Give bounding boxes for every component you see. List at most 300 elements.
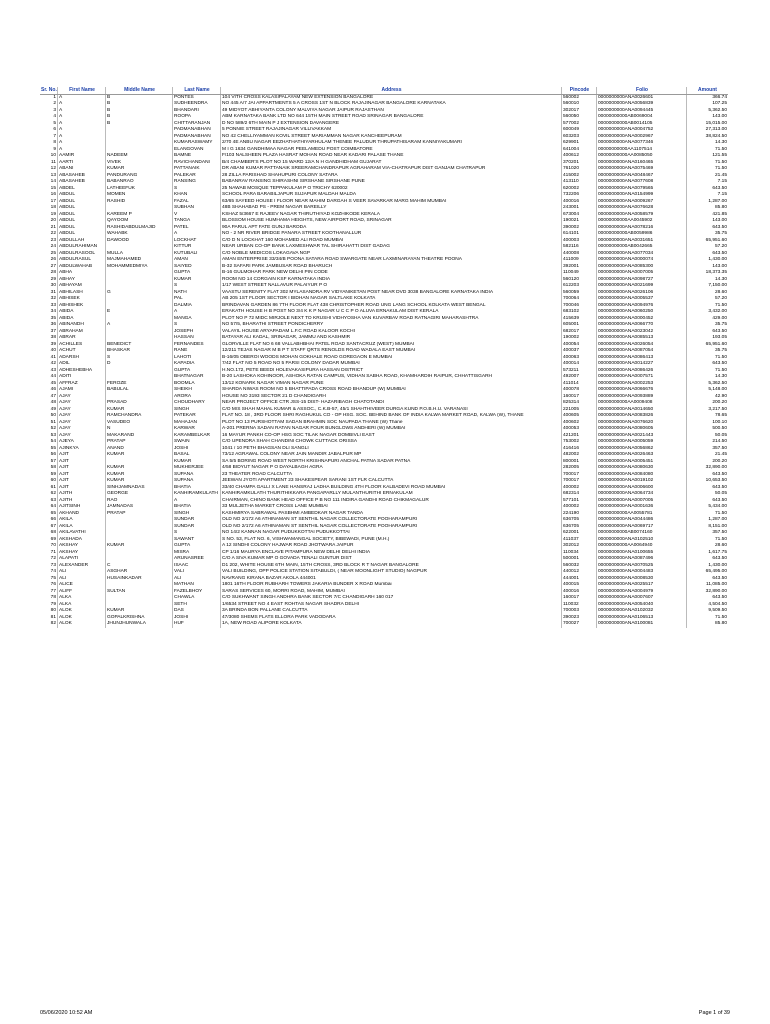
cell-middle-name: KUMAR — [105, 166, 172, 173]
cell-amount: 5,362.50 — [686, 108, 728, 115]
cell-amount: 27,313.00 — [686, 127, 728, 134]
cell-middle-name: C — [105, 563, 172, 570]
cell-first-name: ADITI — [57, 374, 105, 381]
cell-folio: 00000000000AA0045902 — [596, 218, 686, 225]
cell-last-name: BHATNAGAR — [172, 374, 220, 381]
cell-address: D NO 589/2 6TH MAIN P J EXTENSION DAVANGERE — [220, 121, 561, 128]
cell-pincode: 370201 — [561, 160, 596, 167]
table-body — [40, 95, 728, 628]
cell-middle-name: SULTAN — [105, 589, 172, 596]
cell-last-name: PADMANABHAN — [172, 127, 220, 134]
cell-sr-no: 13 — [50, 172, 56, 178]
cell-folio: 0000000000ANA0066676 — [596, 387, 686, 394]
cell-last-name: CHOUDHARY — [172, 400, 220, 407]
cell-middle-name: GEORGE — [105, 491, 172, 498]
cell-amount: 35.75 — [686, 322, 728, 329]
cell-folio: 0000000000ANA0023042 — [596, 329, 686, 336]
cell-address: C/O D N LOCKHAT 160 MOHAMED ALI ROAD MUMBAI — [220, 238, 561, 245]
cell-sr-no: 41 — [50, 354, 56, 360]
cell-address: C/O SUKHWANT SINGH ANDHRA BANK SECTOR 7/C CHANDIGARH 160 017 — [220, 595, 561, 602]
cell-first-name: ALOK — [57, 621, 105, 628]
cell-folio: 00000000000AA0085050 — [596, 153, 686, 160]
cell-folio: 0000000000ANA0102032 — [596, 608, 686, 615]
cell-pincode: 560002 — [561, 95, 596, 102]
cell-folio: 0000000000ANA0007607 — [596, 595, 686, 602]
cell-middle-name: BENEDICT — [105, 342, 172, 349]
cell-sr-no: 10 — [50, 153, 56, 158]
cell-amount: 50.05 — [686, 491, 728, 498]
cell-first-name: AJAY — [57, 400, 105, 407]
cell-middle-name: KUMAR — [105, 478, 172, 485]
cell-middle-name: WAHABK — [105, 231, 172, 238]
cell-middle-name: KUMAR — [105, 543, 172, 550]
cell-folio: 0000000000ANA0002967 — [596, 134, 686, 141]
cell-folio: 00000000000AA0064940 — [596, 543, 686, 550]
cell-address: KASHMIRYA SABRAWAL PASBHMI AMBEDKAR NAGAR TANDA — [220, 511, 561, 518]
cell-amount: 193.05 — [686, 335, 728, 342]
cell-amount: 50.05 — [686, 433, 728, 440]
cell-sr-no: 48 — [50, 400, 56, 405]
cell-first-name: AKSHAY — [57, 550, 105, 557]
cell-folio: 0000000000ANA0079565 — [596, 186, 686, 193]
cell-pincode: 700017 — [561, 472, 596, 479]
cell-first-name: AJINKYA — [57, 446, 105, 453]
cell-folio: 0000000000ANA0094445 — [596, 108, 686, 115]
cell-address: SARAS SERVICES 60, MORRI ROAD, MAHIM, MUMBAI — [220, 589, 561, 596]
cell-amount: 7,150.00 — [686, 283, 728, 290]
cell-first-name: A — [57, 121, 105, 128]
cell-folio: 0000000000ANA0048467 — [596, 173, 686, 180]
cell-pincode: 700046 — [561, 303, 596, 310]
cell-last-name: KHAN — [172, 192, 220, 199]
cell-folio: 0000000000ANA0026054 — [596, 342, 686, 349]
cell-first-name: ABINANDH — [57, 322, 105, 329]
cell-first-name: A — [57, 95, 105, 102]
cell-amount: 500.50 — [686, 426, 728, 433]
table-header — [40, 87, 728, 95]
cell-first-name: AJITSINH — [57, 504, 105, 511]
cell-last-name: CHITTARANJAN — [172, 121, 220, 128]
cell-last-name: NATH — [172, 290, 220, 297]
cell-sr-no: 18 — [50, 205, 56, 210]
cell-sr-no: 78 — [50, 595, 56, 600]
cell-last-name: LAHOTI — [172, 355, 220, 362]
cell-address: 7/42 FLAT NO 5 ROAD NO 5 PARSI COLONY DADAR MUMBAI — [220, 361, 561, 368]
cell-middle-name: VIVEK — [105, 160, 172, 167]
cell-middle-name: BABANRAO — [105, 179, 172, 186]
cell-sr-no: 55 — [50, 445, 56, 451]
cell-pincode: 440012 — [561, 569, 596, 576]
cell-folio: 0000000000ANA0077346 — [596, 140, 686, 147]
cell-sr-no: 11 — [51, 159, 56, 165]
cell-amount: 643.50 — [686, 251, 728, 258]
cell-middle-name: KUMAR — [105, 407, 172, 414]
cell-sr-no: 61 — [50, 484, 56, 490]
cell-amount: 71.50 — [686, 147, 728, 154]
cell-sr-no: 47 — [50, 393, 56, 399]
cell-amount: 65,951.60 — [686, 238, 728, 245]
cell-pincode: 612203 — [561, 283, 596, 290]
cell-middle-name: BABULAL — [105, 387, 172, 394]
cell-folio: 0000000000ANA0100655 — [596, 550, 686, 557]
cell-last-name: PATTANAIK — [172, 166, 220, 173]
header-first-name: First Name — [57, 87, 105, 94]
cell-last-name: KUTUBALI — [172, 251, 220, 258]
header-sr-no: Sr. No. — [41, 87, 57, 93]
cell-first-name: A — [57, 134, 105, 141]
cell-first-name: ACHILLES — [57, 342, 105, 349]
cell-last-name: BHATIA — [172, 485, 220, 492]
cell-address: 49 MIDYOT ABHIYANTA COLONY MALVIYA NAGAR JAIPUR RAJASTHAN — [220, 108, 561, 115]
cell-pincode: 302012 — [561, 543, 596, 550]
cell-folio: 0000000000ANA0075469 — [596, 166, 686, 173]
cell-pincode: 190021 — [561, 218, 596, 225]
cell-sr-no: 49 — [50, 406, 56, 412]
cell-folio: 0000000000ANA0087054 — [596, 348, 686, 355]
cell-pincode: 577002 — [561, 121, 596, 128]
cell-folio: 0000000000ANA0005059 — [596, 439, 686, 446]
cell-first-name: AJAY — [57, 407, 105, 414]
cell-last-name: SUNDAR — [172, 524, 220, 531]
cell-first-name: ABDULRASOOL — [57, 251, 105, 258]
cell-amount: 357.50 — [686, 530, 728, 537]
cell-last-name: A — [172, 309, 220, 316]
cell-first-name: ABDUL — [57, 212, 105, 219]
cell-address: B-20 LASHOKA KOHINOOR, ASHOKA RATAN CAMPUS, VIDHAN SABHA ROAD, KHAMHARDIH RAIPUR, CHHATTISGARH — [220, 374, 561, 381]
cell-last-name: SUNDAR — [172, 517, 220, 524]
cell-amount: 71.50 — [686, 303, 728, 310]
cell-pincode: 622001 — [561, 530, 596, 537]
cell-address: ABM KARNATAKA BANK LTD NO 644 15TH MAIN STREET ROAD SRINAGAR BANGALORE — [220, 114, 561, 121]
cell-last-name: BAMNE — [172, 153, 220, 160]
cell-folio: 0000000000ANA0102510 — [596, 537, 686, 544]
cell-first-name: AKILA — [57, 524, 105, 531]
cell-last-name: AMAN — [172, 257, 220, 264]
cell-sr-no: 38 — [50, 335, 56, 340]
cell-pincode: 400016 — [561, 199, 596, 206]
cell-pincode: 400078 — [561, 387, 596, 394]
cell-last-name: PATEL — [172, 225, 220, 232]
cell-last-name: DAS — [172, 608, 220, 615]
shareholder-table — [40, 87, 728, 628]
cell-first-name: AJIT — [57, 465, 105, 472]
cell-last-name: SETH — [172, 602, 220, 609]
cell-address: 5 PONNIE STREET RAJAJINAGAR VILLIVAKKAM — [220, 127, 561, 134]
cell-sr-no: 80 — [50, 608, 56, 613]
cell-sr-no: 19 — [50, 211, 56, 217]
cell-folio: 00000000000AA0055781 — [596, 511, 686, 518]
cell-address: HOUSE NO 3193 SECTOR 21 D CHANDIGARH — [220, 394, 561, 401]
cell-sr-no: 50 — [50, 413, 56, 418]
cell-amount: 121.55 — [686, 153, 728, 160]
cell-middle-name: JHUNJHUNWALA — [105, 621, 172, 628]
cell-middle-name: KUMAR — [105, 452, 172, 459]
cell-address: VAASTU SERENITY FLAT 302 MYLASANDRA RV VIDYANIKETAN POST NEAR DVD 3038 BANGALORE KARNATAKA INDIA — [220, 290, 561, 297]
cell-address: S NO. 53, FLAT NO. 6, VISHWAMANGAL SOCIETY, BIBEWADI, PUNE (M.H.) — [220, 537, 561, 544]
cell-first-name: ALICE — [57, 582, 105, 589]
cell-last-name: GUPTA — [172, 543, 220, 550]
cell-first-name: ACHUT — [57, 348, 105, 355]
cell-middle-name: KAREEM P — [105, 212, 172, 219]
cell-folio: 0000000000ANA0085513 — [596, 335, 686, 342]
cell-amount: 35.75 — [686, 231, 728, 238]
cell-pincode: 302017 — [561, 108, 596, 115]
cell-sr-no: 5 — [53, 120, 56, 126]
cell-last-name: JOSHI — [172, 446, 220, 453]
cell-folio: 0000000000ANA0106513 — [596, 615, 686, 622]
page-number: Page 1 of 39 — [698, 1010, 730, 1016]
cell-first-name: A — [57, 101, 105, 108]
cell-last-name: FERNANDES — [172, 342, 220, 349]
cell-sr-no: 64 — [50, 504, 56, 509]
cell-middle-name: RASHID — [105, 199, 172, 206]
cell-middle-name: BHASKAR — [105, 348, 172, 355]
cell-middle-name: MOHAMMEDMIYA — [105, 264, 172, 271]
cell-folio: 0000000000ANA0058579 — [596, 212, 686, 219]
cell-first-name: ABHAY — [57, 277, 105, 284]
cell-first-name: AJAY — [57, 426, 105, 433]
cell-middle-name: MAJMAHAMED — [105, 257, 172, 264]
cell-first-name: ABDUL — [57, 205, 105, 212]
cell-middle-name: VASUDEO — [105, 420, 172, 427]
cell-amount: 42.90 — [686, 394, 728, 401]
cell-address: 1A, NEW ROAD ALIPORE KOLKATA — [220, 621, 561, 628]
cell-middle-name: N — [105, 426, 172, 433]
cell-address: CP 1/16 MAURYA ENCLAVE PITAMPURA NEW DELHI DELHI INDIA — [220, 550, 561, 557]
cell-last-name: A — [172, 231, 220, 238]
cell-amount: 1,287.00 — [686, 199, 728, 206]
cell-first-name: ADHESHEBHA — [57, 368, 105, 375]
cell-first-name: A — [57, 140, 105, 147]
cell-address: 4/58 BIDYUT NAGAR P O DAYALBAGH AGRA — [220, 465, 561, 472]
cell-amount: 8,151.00 — [686, 524, 728, 531]
cell-middle-name: GOPALKRISHNA — [105, 615, 172, 622]
cell-pincode: 560050 — [561, 114, 596, 121]
cell-pincode: 700017 — [561, 478, 596, 485]
cell-folio: 0000000000ANA0083826 — [596, 413, 686, 420]
cell-amount: 32,890.00 — [686, 465, 728, 472]
header-amount: Amount — [686, 87, 728, 94]
cell-last-name: MANGA — [172, 316, 220, 323]
cell-middle-name: DAWOOD — [105, 238, 172, 245]
cell-last-name: LOCKHAT — [172, 238, 220, 245]
cell-sr-no: 68 — [50, 530, 56, 535]
cell-amount: 429.00 — [686, 316, 728, 323]
cell-address: F/103 NALSHEEN PLAZA HASRAT MOHAN ROAD NEAR KADARI PALASE THANE — [220, 153, 561, 160]
cell-amount: 65,495.00 — [686, 569, 728, 576]
cell-address: BRINDAVAN GARDEN 86 7TH FLOOR FLAT 438 CHRISTOPHER ROAD UNG LANG SCHOOL KOLKATA WEST BENGAL — [220, 303, 561, 310]
cell-first-name: AJAY — [57, 394, 105, 401]
cell-last-name: SUBHAN — [172, 205, 220, 212]
cell-folio: 0000000000ANA0004979 — [596, 589, 686, 596]
cell-pincode: 243001 — [561, 205, 596, 212]
cell-pincode: 673004 — [561, 212, 596, 219]
cell-pincode: 160017 — [561, 595, 596, 602]
cell-first-name: ABDUL — [57, 231, 105, 238]
cell-pincode: 444001 — [561, 576, 596, 583]
cell-last-name: RAVICHANDANI — [172, 160, 220, 167]
cell-middle-name: JAMNADAS — [105, 504, 172, 511]
cell-middle-name: B — [105, 108, 172, 115]
cell-pincode: 400054 — [561, 342, 596, 349]
cell-amount: 643.50 — [686, 498, 728, 505]
cell-address: 16 MAYUR PANKH CO-OP HSG SOC TILAK NAGAR DOMBIVLI EAST — [220, 433, 561, 440]
cell-sr-no: 28 — [50, 270, 56, 275]
cell-address: PLOT NO 13 PURSHOTTAM SADAN BRAHMIN SOC NAUPADA THANE (W) Thane — [220, 420, 561, 427]
cell-amount: 11,085.00 — [686, 582, 728, 589]
cell-folio: 0000000000ANA0026106 — [596, 290, 686, 297]
cell-first-name: AJIT — [57, 459, 105, 466]
cell-address: SCHOOL PARA BARABILJAPUR SUJAPUR MALDAH MALDA — [220, 192, 561, 199]
cell-amount: 143.00 — [686, 218, 728, 225]
cell-sr-no: 65 — [50, 510, 56, 516]
cell-sr-no: 52 — [50, 426, 56, 431]
cell-first-name: ABDULRAHIMAN — [57, 244, 105, 251]
cell-pincode: 761020 — [561, 166, 596, 173]
cell-first-name: ABDUL — [57, 199, 105, 206]
cell-sr-no: 72 — [50, 556, 56, 561]
cell-address: CHAIRMAN, CHINO BANK HEAD OFFICE P B NO 111 INDIRA GANDHI ROAD CHIKMAGALUR — [220, 498, 561, 505]
cell-middle-name: B — [105, 121, 172, 128]
cell-last-name: ROOPA — [172, 114, 220, 121]
cell-pincode: 400605 — [561, 413, 596, 420]
cell-folio: 0000000000ANA0004483 — [596, 569, 686, 576]
cell-sr-no: 33 — [50, 302, 56, 308]
cell-pincode: 636705 — [561, 524, 596, 531]
cell-amount: 35.75 — [686, 348, 728, 355]
cell-last-name: MISRA — [172, 550, 220, 557]
cell-pincode: 440008 — [561, 251, 596, 258]
cell-last-name: PADMANABHAN — [172, 134, 220, 141]
cell-sr-no: 81 — [50, 614, 56, 620]
cell-sr-no: 1 — [53, 94, 56, 100]
cell-folio: 0000000000ANA0077608 — [596, 179, 686, 186]
cell-middle-name: KUMAR — [105, 472, 172, 479]
cell-sr-no: 69 — [50, 536, 56, 542]
cell-first-name: ABRAHAM — [57, 329, 105, 336]
cell-middle-name: RAO — [105, 498, 172, 505]
cell-amount: 14.30 — [686, 140, 728, 147]
cell-amount: 4,504.50 — [686, 602, 728, 609]
cell-sr-no: 44 — [50, 374, 56, 379]
cell-middle-name: A — [105, 322, 172, 329]
cell-last-name: S — [172, 322, 220, 329]
cell-amount: 3,217.50 — [686, 407, 728, 414]
cell-last-name: KITTUR — [172, 244, 220, 251]
cell-amount: 57.20 — [686, 244, 728, 251]
cell-first-name: ABDULWAHAB — [57, 264, 105, 271]
cell-address: D1 202, WHITE HOUSE 6TH MAIN, 15TH CROSS, 3RD BLOCK R T NAGAR BANGALORE — [220, 563, 561, 570]
cell-amount: 143.00 — [686, 114, 728, 121]
cell-amount: 71.50 — [686, 166, 728, 173]
cell-folio: 0000000000ANA0077034 — [596, 251, 686, 258]
cell-folio: 00000000000AB0014105 — [596, 121, 686, 128]
cell-first-name: AJEYA — [57, 439, 105, 446]
cell-sr-no: 35 — [50, 315, 56, 321]
cell-pincode: 390002 — [561, 225, 596, 232]
cell-address: 33/40 CHAMPA GALLI X LANE HANSRAJ LADHA BUILDING 4TH FLOOR KALBADEVI ROAD MUMBAI — [220, 485, 561, 492]
cell-last-name: BHANDARI — [172, 108, 220, 115]
cell-address: AB 205 1ST FLOOR SECTOR I BIDHAN NAGAR SALTLAKE KOLKATA — [220, 296, 561, 303]
header-middle-name: Middle Name — [105, 87, 172, 94]
cell-pincode: 636705 — [561, 517, 596, 524]
cell-pincode: 560059 — [561, 290, 596, 297]
cell-amount: 643.50 — [686, 485, 728, 492]
cell-middle-name: PANDURANG — [105, 173, 172, 180]
cell-sr-no: 12 — [50, 166, 56, 171]
cell-sr-no: 45 — [50, 380, 56, 386]
cell-last-name: S — [172, 530, 220, 537]
cell-pincode: 683102 — [561, 309, 596, 316]
cell-pincode: 629901 — [561, 140, 596, 147]
cell-address: 13/12 KONARK NAGAR VIMAN NAGAR PUNE — [220, 381, 561, 388]
cell-address: 63/65 SAYEED HOUSE I FLOOR NEAR MAHIM DARGAH S VEER SAVARKAR MARG MAHIM MUMBAI — [220, 199, 561, 206]
cell-folio: 0000000000ANA0069717 — [596, 524, 686, 531]
cell-first-name: AJITH — [57, 498, 105, 505]
cell-amount: 200.20 — [686, 459, 728, 466]
cell-last-name: BASAL — [172, 452, 220, 459]
cell-folio: 0000000000ANA0026601 — [596, 95, 686, 102]
cell-last-name: DALMIA — [172, 303, 220, 310]
cell-pincode: 582116 — [561, 244, 596, 251]
cell-sr-no: 74 — [50, 569, 56, 574]
cell-amount: 643.50 — [686, 472, 728, 479]
cell-sr-no: 67 — [50, 523, 56, 529]
cell-pincode: 600049 — [561, 127, 596, 134]
cell-sr-no: 66 — [50, 517, 56, 522]
cell-folio: 0000000000ANA0070525 — [596, 563, 686, 570]
cell-address: AMAN ENTERPRISE 33/34/B POONA SATARA ROAD SWARGATE NEAR LAXMINARAYAN THEATRE POONA — [220, 257, 561, 264]
cell-last-name: PONTES — [172, 95, 220, 102]
table-row — [40, 621, 728, 628]
cell-pincode: 577101 — [561, 498, 596, 505]
cell-amount: 1,617.75 — [686, 550, 728, 557]
cell-folio: 0000000000ANA0019102 — [596, 478, 686, 485]
cell-address: 1801 16TH FLOOR RUBHARH TOWERS JAKARIA BUNDER X ROAD Mumbai — [220, 582, 561, 589]
cell-amount: 21.45 — [686, 173, 728, 180]
cell-pincode: 560120 — [561, 277, 596, 284]
cell-sr-no: 56 — [50, 452, 56, 457]
cell-first-name: ALI — [57, 569, 105, 576]
cell-address: 25 NAWAB MOSQUE TEPPAKULAM P O TRICHY 620002 — [220, 186, 561, 193]
cell-first-name: AJAY — [57, 433, 105, 440]
cell-middle-name: LATHEEFUK — [105, 186, 172, 193]
cell-address: VALI BUILDING, OPP POLICE STATION SITABULDI, ( NEAR MOONLIGHT STUDIO) NAGPUR — [220, 569, 561, 576]
cell-folio: 0000000000ANA0080605 — [596, 426, 686, 433]
cell-first-name: ABDEL — [57, 186, 105, 193]
cell-sr-no: 77 — [50, 588, 56, 594]
cell-first-name: ADARSH — [57, 355, 105, 362]
cell-last-name: JOSEPH — [172, 329, 220, 336]
cell-sr-no: 76 — [50, 582, 56, 587]
cell-middle-name: SINHJAMNADAS — [105, 485, 172, 492]
cell-address: DR ABANI KUMAR PATTANAIK SREERAMCHANDRAPUR AGRAHARAM VIA-CHATRAPUR DIST GANJAM CHATRAPUR — [220, 166, 561, 173]
cell-sr-no: 53 — [50, 432, 56, 438]
cell-folio: 0000000000ANA0005537 — [596, 296, 686, 303]
cell-middle-name: RAMCHANDRA — [105, 413, 172, 420]
cell-middle-name: MAKARAND — [105, 433, 172, 440]
cell-address: NEAR PROJECT OFFICE CTR JSS-15 DIST- HAZARIBAGH CHATOTANDI — [220, 400, 561, 407]
cell-address: 23 THEATER ROAD CALCUTTA — [220, 472, 561, 479]
cell-folio: 0000000000ANA0014650 — [596, 407, 686, 414]
cell-folio: 0000000000ANA0021699 — [596, 283, 686, 290]
cell-folio: 0000000000ANA0154999 — [596, 192, 686, 199]
cell-first-name: ALOK — [57, 615, 105, 622]
cell-sr-no: 62 — [50, 491, 56, 496]
cell-pincode: 392001 — [561, 264, 596, 271]
cell-address: 2/70 4E ANBU NAGAR EEZHATHATHIYARHULAM THENEE PALUDUR THRUPATHISARAM KANNIYAKUMARI — [220, 140, 561, 147]
cell-sr-no: 39 — [50, 341, 56, 347]
